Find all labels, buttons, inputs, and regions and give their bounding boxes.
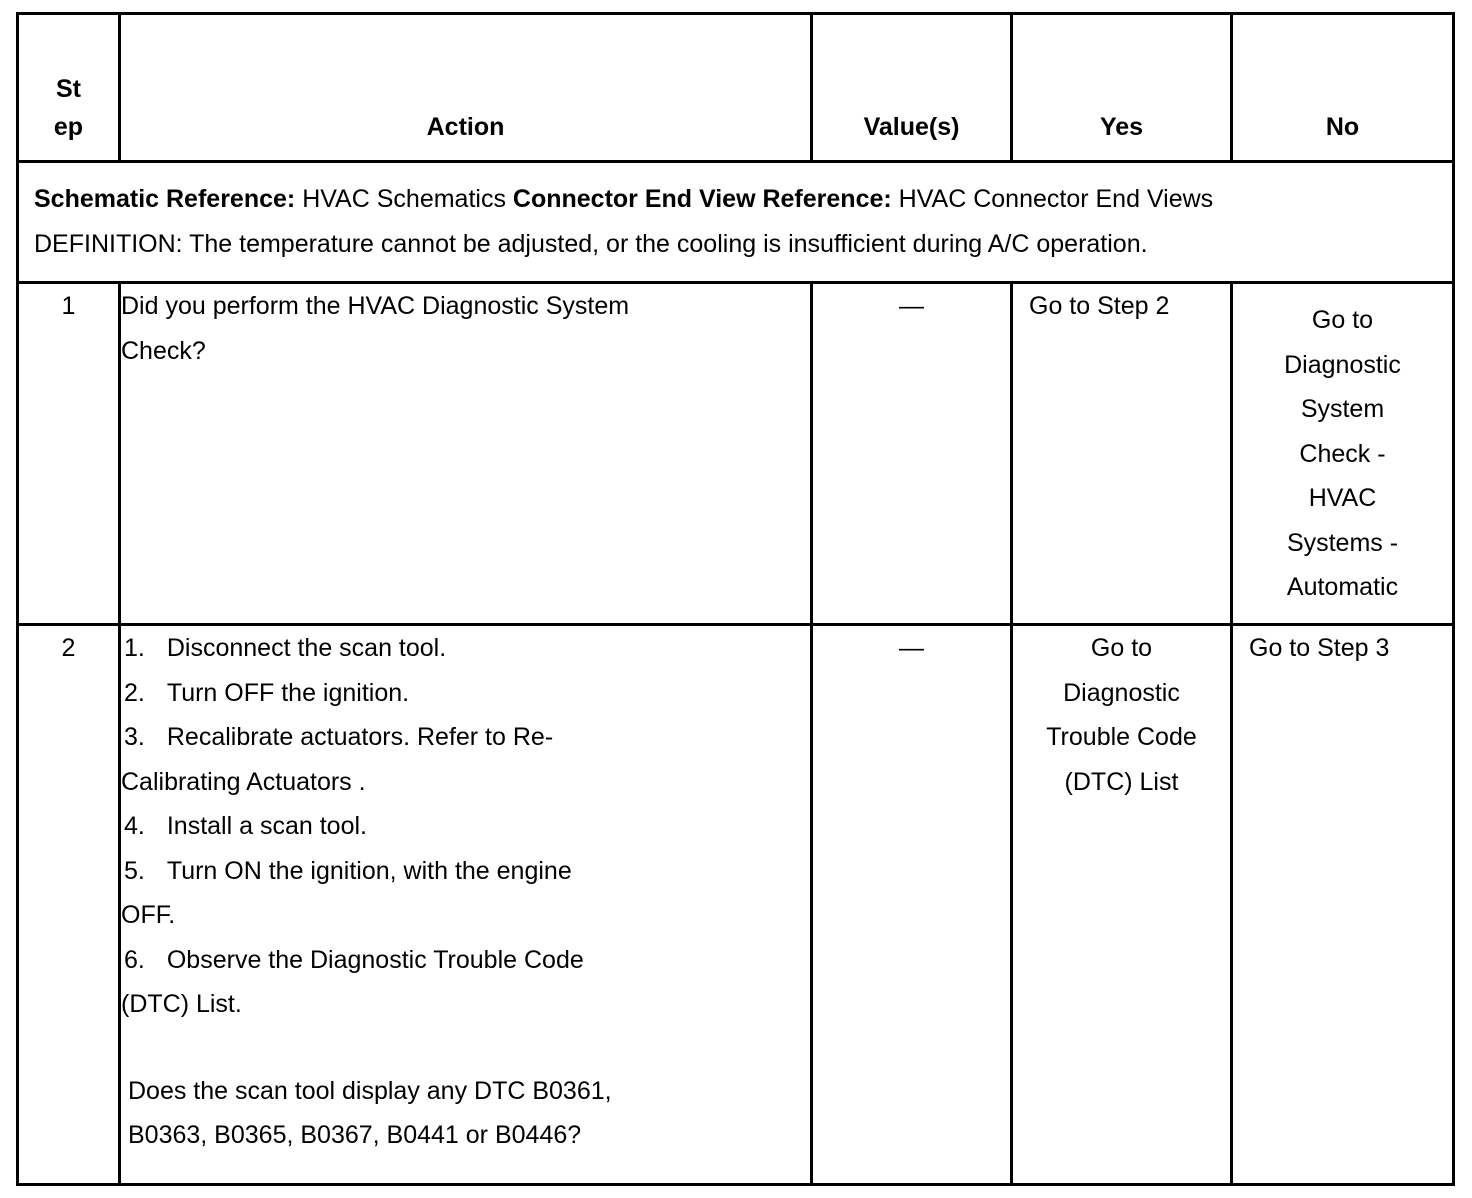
connector-reference-link[interactable]: HVAC Connector End Views	[898, 185, 1214, 213]
reference-row	[18, 162, 1454, 283]
header-no: No	[1232, 14, 1454, 162]
substep-item: 2. Turn OFF the ignition.	[124, 678, 410, 707]
header-action: Action	[120, 14, 812, 162]
definition-text: DEFINITION: The temperature cannot be adjusted, or the cooling is insufficient during A/C operation.	[34, 230, 1148, 258]
step-no	[1232, 283, 1454, 625]
substep-item: 6. Observe the Diagnostic Trouble Code (DTC) List.	[121, 945, 584, 1018]
step-row	[18, 283, 1454, 625]
header-values: Value(s)	[812, 14, 1012, 162]
header-yes: Yes	[1012, 14, 1232, 162]
substep-item: 4. Install a scan tool.	[124, 812, 367, 840]
substep-list	[121, 626, 810, 1027]
step-row	[18, 625, 1454, 1185]
step-no-link[interactable]: Go to Step 3	[1249, 634, 1390, 662]
substep-item: 5. Turn ON the ignition, with the engine OFF.	[121, 856, 572, 929]
step-number: 1	[18, 283, 120, 625]
schematic-reference-link[interactable]: HVAC Schematics	[302, 185, 506, 213]
step-action	[120, 625, 812, 1185]
step-action-text: Did you perform the HVAC Diagnostic System Check?	[121, 292, 630, 365]
substep-item: 1. Disconnect the scan tool.	[124, 634, 447, 662]
step-no-link[interactable]: Go to Diagnostic System Check - HVAC Systems - Automatic	[1284, 306, 1401, 601]
substep-item: 3. Recalibrate actuators. Refer to Re-Calibrating Actuators .	[121, 723, 554, 796]
diagnostic-table	[16, 12, 1455, 1186]
step-action	[120, 283, 812, 625]
step-no	[1232, 625, 1454, 1185]
step-yes-link[interactable]: Go to Step 2	[1029, 292, 1170, 320]
header-step: St ep	[18, 14, 120, 162]
step-yes	[1012, 625, 1232, 1185]
step-number: 2	[18, 625, 120, 1185]
connector-reference-label: Connector End View Reference:	[512, 185, 892, 213]
header-row	[18, 14, 1454, 162]
reference-cell	[18, 162, 1454, 283]
step-yes-link[interactable]: Go to Diagnostic Trouble Code (DTC) List	[1046, 634, 1197, 796]
step-value: —	[812, 283, 1012, 625]
step-value: —	[812, 625, 1012, 1185]
step-question: Does the scan tool display any DTC B0361, B0363, B0365, B0367, B0441 or B0446?	[128, 1076, 612, 1149]
step-yes	[1012, 283, 1232, 625]
schematic-reference-label: Schematic Reference:	[34, 185, 296, 213]
